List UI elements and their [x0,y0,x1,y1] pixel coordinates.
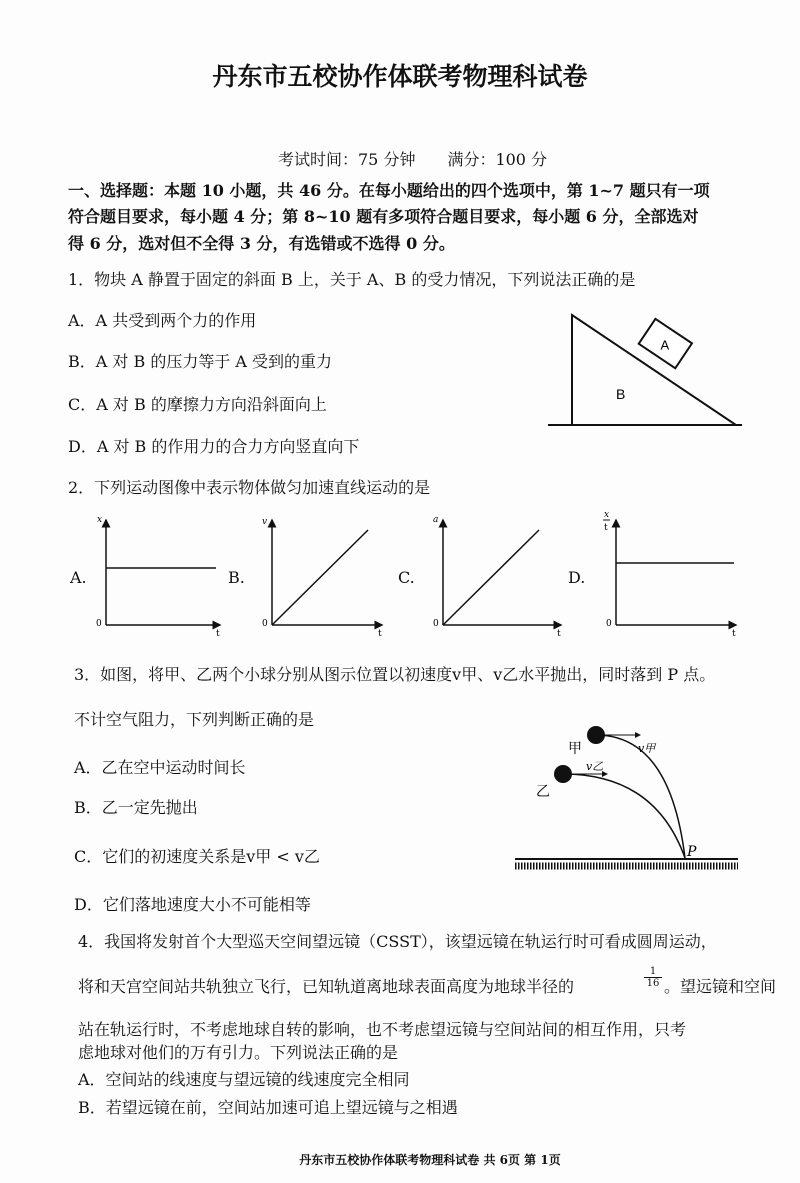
section-line-1: 一、选择题：本题 10 小题，共 46 分。在每小题给出的四个选项中，第 1~7 题只有一项 [68,181,710,200]
graph-a [96,515,220,639]
svg-text:v乙: v乙 [586,760,604,773]
projectile-figure [510,720,750,880]
svg-text:x: x [604,510,610,520]
incline-figure [540,305,750,435]
graph-b-option: B. [228,568,245,587]
ball-jia [587,726,605,744]
svg-text:t: t [378,629,382,639]
q1-option-a: A．A 共受到两个力的作用 [68,311,257,330]
q4-line-3: 站在轨运行时，不考虑地球自转的影响，也不考虑望远镜与空间站间的相互作用，只考 [78,1020,687,1039]
q4-line-2: 将和天宫空间站共轨独立飞行，已知轨道离地球表面高度为地球半径的 [78,977,575,996]
svg-text:t: t [216,629,220,639]
graph-d [603,510,736,639]
svg-text:a: a [433,515,439,525]
q1-stem: 1．物块 A 静置于固定的斜面 B 上，关于 A、B 的受力情况，下列说法正确的是 [68,270,636,289]
q3-option-c: C．它们的初速度关系是v甲 < v乙 [74,847,320,866]
svg-text:0: 0 [433,619,439,629]
q4-option-b: B．若望远镜在前，空间站加速可追上望远镜与之相遇 [78,1098,458,1117]
motion-graphs [90,510,750,640]
slope-b-label: B [616,386,626,402]
q3-stem: 3．如图，将甲、乙两个小球分别从图示位置以初速度v甲、v乙水平抛出，同时落到 P 点。 [74,665,716,684]
svg-text:0: 0 [262,619,268,629]
section-line-2: 符合题目要求，每小题 4 分；第 8~10 题有多项符合题目要求，每小题 6 分，全部选对 [68,207,699,226]
section-line-3: 得 6 分，选对但不全得 3 分，有选错或不选得 0 分。 [68,234,455,253]
svg-text:0: 0 [96,619,102,629]
page-title: 丹东市五校协作体联考物理科试卷 [212,62,588,91]
svg-text:x: x [97,515,103,525]
q4-option-a: A．空间站的线速度与望远镜的线速度完全相同 [78,1070,410,1089]
q3-option-d: D．它们落地速度大小不可能相等 [74,895,311,914]
q1-option-c: C．A 对 B 的摩擦力方向沿斜面向上 [68,395,327,414]
graph-c [433,515,561,639]
ball-yi [554,765,572,783]
q4-line-1: 4．我国将发射首个大型巡天空间望远镜（CSST），该望远镜在轨运行时可看成圆周运动， [78,932,717,951]
svg-text:t: t [732,629,736,639]
q1-option-d: D．A 对 B 的作用力的合力方向竖直向下 [68,437,360,456]
svg-text:v甲: v甲 [638,742,656,755]
exam-info: 考试时间：75 分钟 满分：100 分 [278,150,548,169]
svg-text:t: t [557,629,561,639]
svg-text:P: P [687,844,697,860]
svg-text:t: t [604,523,608,533]
q1-option-b: B．A 对 B 的压力等于 A 受到的重力 [68,352,333,371]
graph-b [262,517,382,639]
page-footer: 丹东市五校协作体联考物理科试卷 共 6页 第 1页 [299,1153,561,1167]
svg-text:0: 0 [606,619,612,629]
q4-fraction: 1 16 [644,966,662,989]
graph-c-option: C. [398,568,415,587]
block-a-label: A [660,337,670,353]
q2-stem: 2．下列运动图像中表示物体做匀加速直线运动的是 [68,478,431,497]
svg-text:v: v [262,517,268,527]
q3-option-b: B．乙一定先抛出 [74,798,198,817]
q4-line-2b: 。望远镜和空间 [664,977,777,996]
q3-stem-2: 不计空气阻力，下列判断正确的是 [74,710,315,729]
q4-line-4: 虑地球对他们的万有引力。下列说法正确的是 [78,1043,399,1062]
svg-text:乙: 乙 [536,784,550,800]
q3-option-a: A．乙在空中运动时间长 [74,758,246,777]
graph-a-option: A. [70,568,87,587]
svg-text:甲: 甲 [568,741,582,757]
graph-d-option: D. [568,568,586,587]
